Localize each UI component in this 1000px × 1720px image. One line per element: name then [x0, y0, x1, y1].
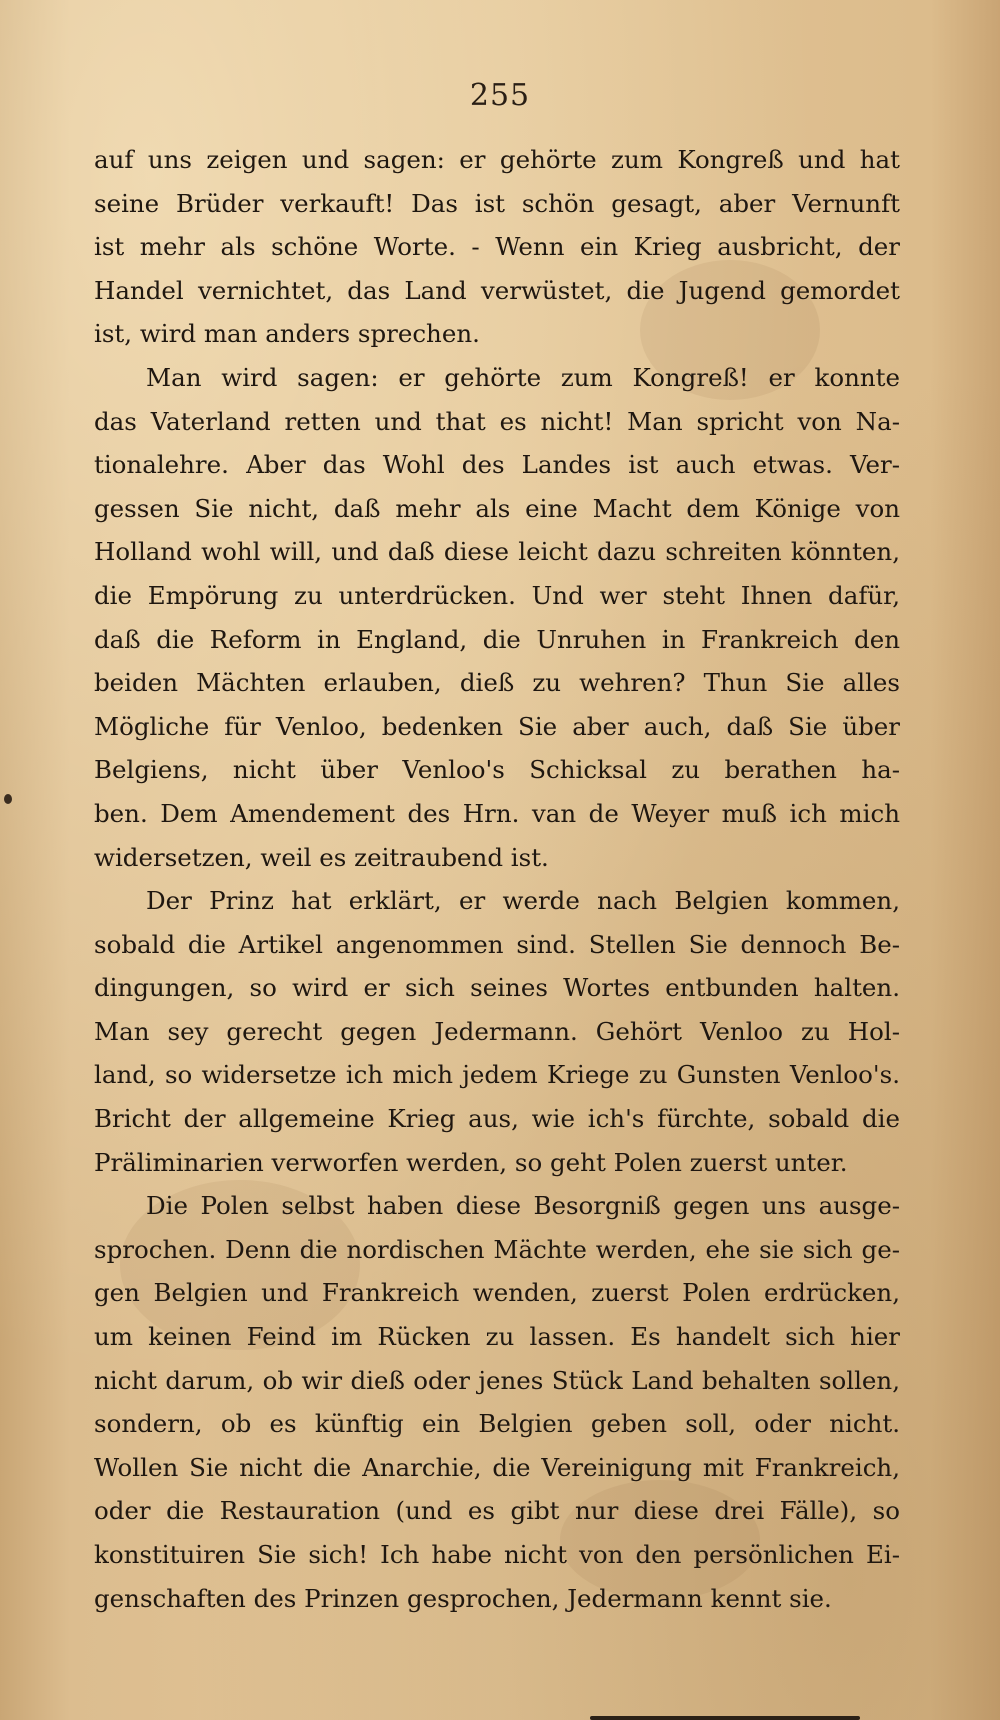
text-line: konstituiren Sie sich! Ich habe nicht von den persönlichen Ei- [94, 1540, 900, 1569]
text-line: gen Belgien und Frankreich wenden, zuerst Polen erdrücken, [94, 1278, 900, 1308]
text-line: ben. Dem Amendement des Hrn. van de Weyer muß ich mich [94, 798, 900, 828]
text-line: seine Brüder verkauft! Das ist schön gesagt, aber Vernunft [94, 188, 900, 218]
text-line: gessen Sie nicht, daß mehr als eine Macht dem Könige von [94, 493, 900, 523]
text-line: Mögliche für Venloo, bedenken Sie aber auch, daß Sie über [94, 711, 900, 741]
text-line: die Empörung zu unterdrücken. Und wer steht Ihnen dafür, [94, 580, 900, 610]
text-line: um keinen Feind im Rücken zu lassen. Es handelt sich hier [94, 1322, 900, 1352]
text-line: sprochen. Denn die nordischen Mächte werden, ehe sie sich ge- [94, 1234, 900, 1264]
text-line: widersetzen, weil es zeitraubend ist. [94, 842, 549, 872]
page-number: 255 [469, 78, 531, 113]
margin-mark [4, 794, 12, 804]
text-line: Handel vernichtet, das Land verwüstet, die Jugend gemordet [94, 275, 900, 305]
text-line: Die Polen selbst haben diese Besorgniß gegen uns ausge- [146, 1191, 900, 1221]
text-line: tionalehre. Aber das Wohl des Landes ist auch etwas. Ver- [94, 450, 900, 480]
text-line: ist mehr als schöne Worte. - Wenn ein Krieg ausbricht, der [94, 232, 900, 262]
text-line: sobald die Artikel angenommen sind. Stellen Sie dennoch Be- [94, 929, 900, 959]
text-line: Man sey gerecht gegen Jedermann. Gehört Venloo zu Hol- [94, 1016, 900, 1046]
bottom-edge-rule [590, 1716, 860, 1720]
text-line: daß die Reform in England, die Unruhen in Frankreich den [94, 624, 900, 654]
text-line: ist, wird man anders sprechen. [94, 319, 480, 349]
text-line: Belgiens, nicht über Venloo's Schicksal zu berathen ha- [94, 755, 900, 785]
text-line: land, so widersetze ich mich jedem Kriege zu Gunsten Venloo's. [94, 1060, 900, 1090]
text-line: genschaften des Prinzen gesprochen, Jedermann kennt sie. [94, 1583, 832, 1613]
text-line: dingungen, so wird er sich seines Wortes entbunden halten. [94, 973, 900, 1003]
text-line: Wollen Sie nicht die Anarchie, die Vereinigung mit Frankreich, [94, 1452, 900, 1482]
text-line: auf uns zeigen und sagen: er gehörte zum Kongreß und hat [94, 145, 900, 174]
text-line: oder die Restauration (und es gibt nur diese drei Fälle), so [94, 1496, 900, 1526]
text-line: das Vaterland retten und that es nicht! Man spricht von Na- [94, 406, 900, 436]
text-line: Der Prinz hat erklärt, er werde nach Belgien kommen, [146, 886, 900, 916]
text-line: Holland wohl will, und daß diese leicht dazu schreiten könnten, [94, 537, 900, 567]
body-text [94, 138, 900, 1620]
text-line: Präliminarien verworfen werden, so geht Polen zuerst unter. [94, 1147, 848, 1177]
text-line: sondern, ob es künftig ein Belgien geben soll, oder nicht. [94, 1409, 900, 1439]
text-line: nicht darum, ob wir dieß oder jenes Stück Land behalten sollen, [94, 1365, 900, 1395]
text-line: Man wird sagen: er gehörte zum Kongreß! er konnte [146, 362, 900, 392]
text-line: beiden Mächten erlauben, dieß zu wehren? Thun Sie alles [94, 668, 900, 698]
text-line: Bricht der allgemeine Krieg aus, wie ich's fürchte, sobald die [94, 1104, 900, 1134]
